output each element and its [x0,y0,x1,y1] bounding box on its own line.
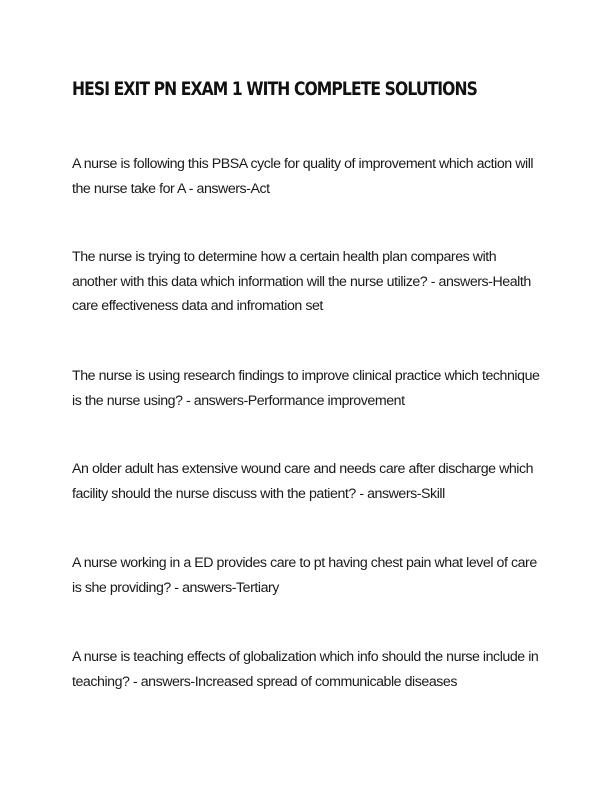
qa-item-2 [72,245,540,319]
qa-item-5 [72,551,540,600]
qa-item-text: The nurse is using research findings to improve clinical practice which technique is the nurse using? - answers-Performance improvement [72,368,540,409]
qa-item-3 [72,364,540,413]
qa-item-1 [72,152,540,201]
qa-item-text: The nurse is trying to determine how a certain health plan compares with another with this data which information will the nurse utilize? - answers-Health care effectiveness data and infromation set [72,249,531,314]
qa-item-text: A nurse is following this PBSA cycle for quality of improvement which action will the nurse take for A - answers-Act [72,156,534,197]
document-title: HESI EXIT PN EXAM 1 WITH COMPLETE SOLUTIONS [72,78,477,100]
qa-item-text: A nurse is teaching effects of globalization which info should the nurse include in teaching? - answers-Increased spread of communicable diseases [72,649,539,690]
qa-item-text: An older adult has extensive wound care and needs care after discharge which facility should the nurse discuss with the patient? - answers-Skill [72,461,534,502]
qa-item-6 [72,645,540,694]
qa-item-text: A nurse working in a ED provides care to pt having chest pain what level of care is she providing? - answers-Tertiary [72,555,537,596]
qa-item-4 [72,457,540,506]
